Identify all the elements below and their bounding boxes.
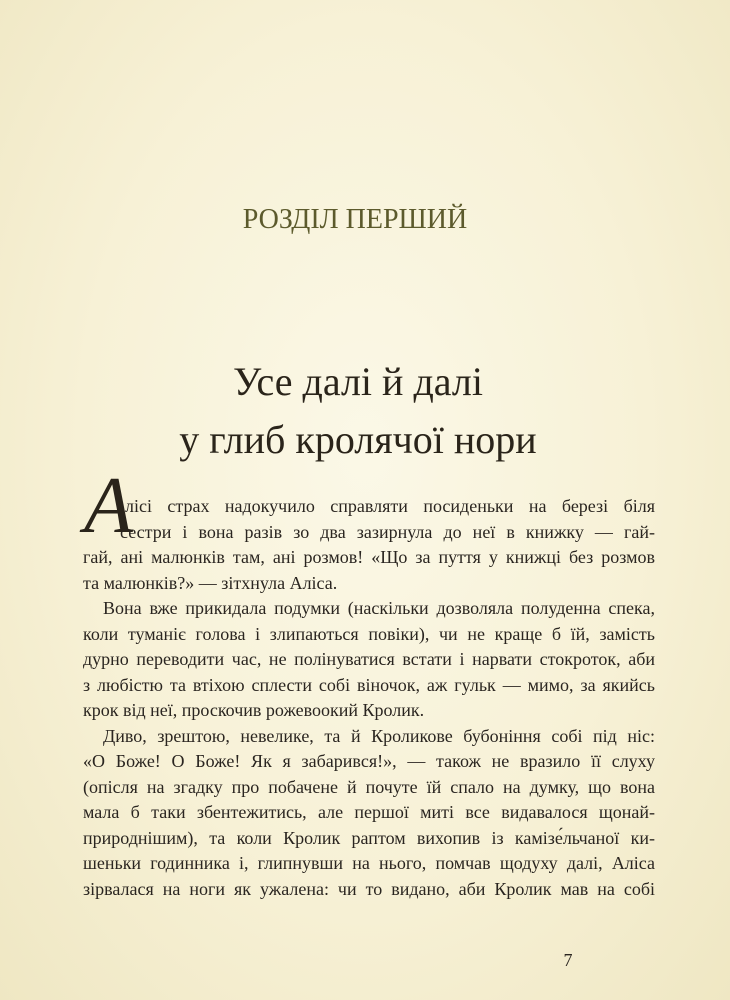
body-line: (опісля на згадку про побачене й почуте їй спало на думку, що вона bbox=[83, 776, 655, 797]
body-line: шеньки годинника і, глипнувши на нього, помчав щодуху далі, Аліса bbox=[83, 853, 655, 873]
body-line: «О Боже! О Боже! Як я забарився!», — також не вразило її слуху bbox=[83, 751, 655, 771]
body-line: лісі страх надокучило справляти посиденьки на березі біля bbox=[125, 496, 655, 516]
drop-cap: А bbox=[84, 462, 133, 550]
body-line: Вона вже прикидала подумки (наскільки дозволяла полуденна спека, bbox=[103, 598, 655, 618]
body-line: коли туманіє голова і злипаються повіки), чи не краще б їй, замість bbox=[83, 623, 655, 644]
body-line: сестри і вона разів зо два зазирнула до неї в книжку — гай- bbox=[120, 521, 655, 542]
paragraph bbox=[83, 494, 655, 596]
chapter-title-line: Усе далі й далі bbox=[233, 359, 483, 404]
body-line: та малюнків?» — зітхнула Аліса. bbox=[83, 572, 338, 593]
body-line: з любістю та втіхою сплести собі віночок, аж гульк — мимо, за якийсь bbox=[83, 674, 655, 695]
chapter-heading: РОЗДІЛ ПЕРШИЙ bbox=[242, 204, 468, 235]
body-line: гай, ані малюнків там, ані розмов! «Що за пуття у книжці без розмов bbox=[83, 547, 655, 567]
body-line: дурно переводити час, не полінуватися встати і нарвати стокроток, аби bbox=[83, 649, 655, 669]
body-text bbox=[83, 494, 655, 902]
page-number: 7 bbox=[563, 950, 573, 970]
body-line: крок від неї, проскочив рожевоокий Кролик. bbox=[83, 700, 425, 720]
chapter-title-line: у глиб кролячої нори bbox=[179, 417, 537, 462]
body-line: Диво, зрештою, невелике, та й Кроликове бубоніння собі під ніс: bbox=[103, 725, 655, 746]
body-line: природнішим), та коли Кролик раптом вихопив із камізе́льчаної ки- bbox=[83, 827, 655, 848]
body-line: мала б таки збентежитись, але першої миті все видавалося щонай- bbox=[83, 802, 655, 822]
body-line: зірвалася на ноги як ужалена: чи то видано, аби Кролик мав на собі bbox=[83, 878, 655, 899]
paragraph bbox=[83, 724, 655, 903]
paragraph bbox=[83, 596, 655, 724]
